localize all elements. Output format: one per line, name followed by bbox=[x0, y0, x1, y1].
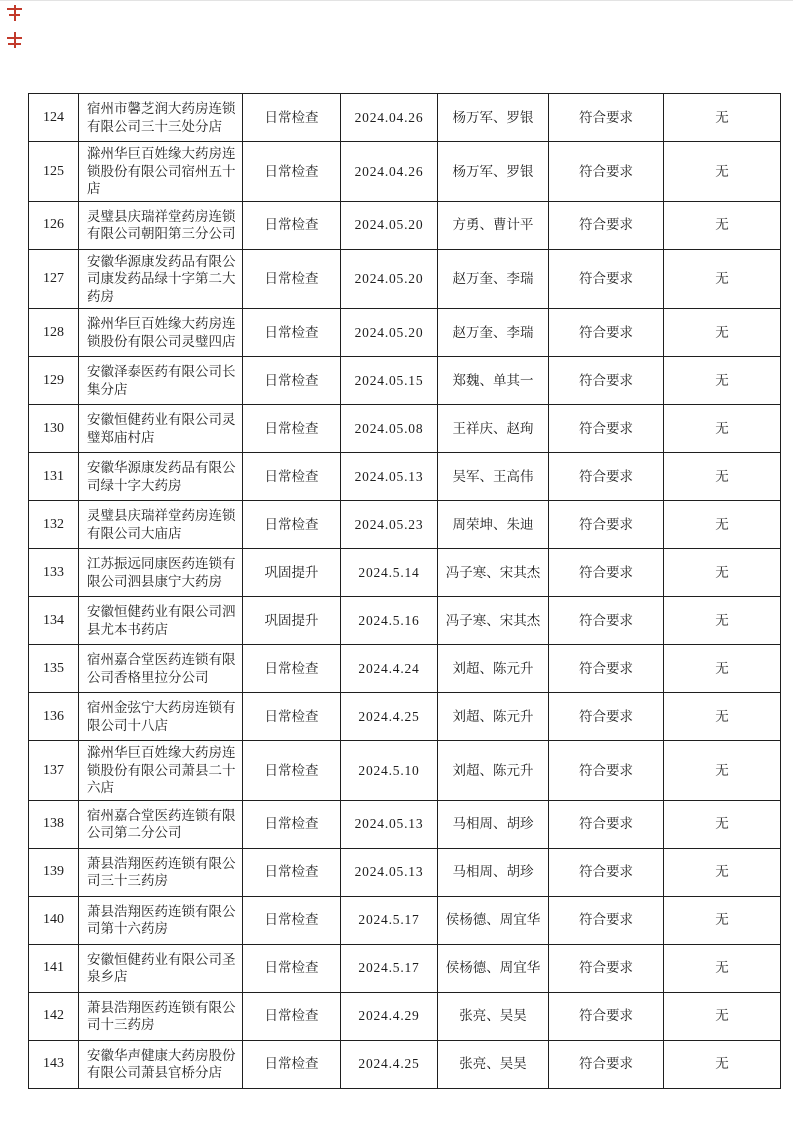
remark-cell: 无 bbox=[664, 142, 781, 202]
inspectors-cell: 杨万军、罗银 bbox=[438, 94, 549, 142]
row-number-cell: 128 bbox=[29, 309, 79, 357]
inspectors-cell: 刘超、陈元升 bbox=[438, 645, 549, 693]
inspectors-cell: 杨万军、罗银 bbox=[438, 142, 549, 202]
table-row bbox=[29, 992, 781, 1040]
remark-cell: 无 bbox=[664, 1040, 781, 1088]
company-name-cell: 萧县浩翔医药连锁有限公司十三药房 bbox=[79, 992, 243, 1040]
result-cell: 符合要求 bbox=[549, 501, 664, 549]
inspectors-cell: 张亮、吴昊 bbox=[438, 992, 549, 1040]
inspectors-cell: 郑魏、单其一 bbox=[438, 357, 549, 405]
remark-cell: 无 bbox=[664, 549, 781, 597]
inspection-date-cell: 2024.05.13 bbox=[341, 453, 438, 501]
inspection-date-cell: 2024.05.08 bbox=[341, 405, 438, 453]
row-number-cell: 134 bbox=[29, 597, 79, 645]
company-name-cell: 安徽恒健药业有限公司灵璧郑庙村店 bbox=[79, 405, 243, 453]
result-cell: 符合要求 bbox=[549, 549, 664, 597]
inspection-type-cell: 日常检查 bbox=[243, 896, 341, 944]
page-top-edge bbox=[0, 0, 793, 1]
table-row bbox=[29, 549, 781, 597]
inspection-type-cell: 巩固提升 bbox=[243, 597, 341, 645]
table-row bbox=[29, 944, 781, 992]
row-number-cell: 135 bbox=[29, 645, 79, 693]
inspectors-cell: 马相周、胡珍 bbox=[438, 800, 549, 848]
row-number-cell: 132 bbox=[29, 501, 79, 549]
result-cell: 符合要求 bbox=[549, 848, 664, 896]
company-name-cell: 宿州金弦宁大药房连锁有限公司十八店 bbox=[79, 693, 243, 741]
inspection-type-cell: 日常检查 bbox=[243, 1040, 341, 1088]
table-row bbox=[29, 645, 781, 693]
company-name-cell: 安徽华声健康大药房股份有限公司萧县官桥分店 bbox=[79, 1040, 243, 1088]
row-number-cell: 127 bbox=[29, 249, 79, 309]
company-name-cell: 滁州华巨百姓缘大药房连锁股份有限公司宿州五十店 bbox=[79, 142, 243, 202]
inspection-type-cell: 日常检查 bbox=[243, 309, 341, 357]
remark-cell: 无 bbox=[664, 645, 781, 693]
inspectors-cell: 赵万奎、李瑞 bbox=[438, 309, 549, 357]
remark-cell: 无 bbox=[664, 94, 781, 142]
remark-cell: 无 bbox=[664, 357, 781, 405]
inspection-date-cell: 2024.5.16 bbox=[341, 597, 438, 645]
company-name-cell: 安徽恒健药业有限公司泗县尤本书药店 bbox=[79, 597, 243, 645]
inspection-date-cell: 2024.05.13 bbox=[341, 848, 438, 896]
company-name-cell: 滁州华巨百姓缘大药房连锁股份有限公司灵璧四店 bbox=[79, 309, 243, 357]
result-cell: 符合要求 bbox=[549, 645, 664, 693]
inspection-date-cell: 2024.05.20 bbox=[341, 249, 438, 309]
inspection-date-cell: 2024.4.25 bbox=[341, 693, 438, 741]
row-number-cell: 137 bbox=[29, 741, 79, 801]
table-row bbox=[29, 800, 781, 848]
company-name-cell: 安徽华源康发药品有限公司康发药品绿十字第二大药房 bbox=[79, 249, 243, 309]
result-cell: 符合要求 bbox=[549, 800, 664, 848]
remark-cell: 无 bbox=[664, 800, 781, 848]
inspectors-cell: 侯杨德、周宜华 bbox=[438, 896, 549, 944]
inspection-date-cell: 2024.5.17 bbox=[341, 896, 438, 944]
remark-cell: 无 bbox=[664, 249, 781, 309]
inspection-type-cell: 日常检查 bbox=[243, 848, 341, 896]
inspection-type-cell: 日常检查 bbox=[243, 645, 341, 693]
inspection-type-cell: 日常检查 bbox=[243, 501, 341, 549]
inspection-type-cell: 日常检查 bbox=[243, 800, 341, 848]
company-name-cell: 萧县浩翔医药连锁有限公司三十三药房 bbox=[79, 848, 243, 896]
table-row bbox=[29, 94, 781, 142]
company-name-cell: 滁州华巨百姓缘大药房连锁股份有限公司萧县二十六店 bbox=[79, 741, 243, 801]
remark-cell: 无 bbox=[664, 693, 781, 741]
remark-cell: 无 bbox=[664, 309, 781, 357]
inspection-type-cell: 日常检查 bbox=[243, 405, 341, 453]
inspection-type-cell: 日常检查 bbox=[243, 94, 341, 142]
result-cell: 符合要求 bbox=[549, 597, 664, 645]
table-row bbox=[29, 249, 781, 309]
row-number-cell: 124 bbox=[29, 94, 79, 142]
inspection-type-cell: 日常检查 bbox=[243, 944, 341, 992]
inspection-type-cell: 日常检查 bbox=[243, 453, 341, 501]
result-cell: 符合要求 bbox=[549, 896, 664, 944]
inspection-records-table bbox=[28, 93, 781, 1089]
table-row bbox=[29, 597, 781, 645]
inspection-date-cell: 2024.04.26 bbox=[341, 94, 438, 142]
company-name-cell: 宿州嘉合堂医药连锁有限公司第二分公司 bbox=[79, 800, 243, 848]
remark-cell: 无 bbox=[664, 741, 781, 801]
inspectors-cell: 马相周、胡珍 bbox=[438, 848, 549, 896]
row-number-cell: 126 bbox=[29, 201, 79, 249]
inspection-date-cell: 2024.04.26 bbox=[341, 142, 438, 202]
row-number-cell: 141 bbox=[29, 944, 79, 992]
result-cell: 符合要求 bbox=[549, 693, 664, 741]
inspection-date-cell: 2024.05.15 bbox=[341, 357, 438, 405]
inspection-type-cell: 日常检查 bbox=[243, 201, 341, 249]
inspection-type-cell: 日常检查 bbox=[243, 992, 341, 1040]
company-name-cell: 安徽泽泰医药有限公司长集分店 bbox=[79, 357, 243, 405]
inspectors-cell: 刘超、陈元升 bbox=[438, 741, 549, 801]
seal-fragment-icon bbox=[7, 32, 22, 48]
remark-cell: 无 bbox=[664, 896, 781, 944]
result-cell: 符合要求 bbox=[549, 1040, 664, 1088]
result-cell: 符合要求 bbox=[549, 357, 664, 405]
table-row bbox=[29, 848, 781, 896]
table-row bbox=[29, 405, 781, 453]
company-name-cell: 安徽华源康发药品有限公司绿十字大药房 bbox=[79, 453, 243, 501]
inspection-date-cell: 2024.4.24 bbox=[341, 645, 438, 693]
inspection-date-cell: 2024.05.13 bbox=[341, 800, 438, 848]
row-number-cell: 139 bbox=[29, 848, 79, 896]
table-row bbox=[29, 309, 781, 357]
inspectors-cell: 侯杨德、周宜华 bbox=[438, 944, 549, 992]
remark-cell: 无 bbox=[664, 201, 781, 249]
result-cell: 符合要求 bbox=[549, 992, 664, 1040]
row-number-cell: 130 bbox=[29, 405, 79, 453]
inspection-type-cell: 日常检查 bbox=[243, 693, 341, 741]
remark-cell: 无 bbox=[664, 944, 781, 992]
inspection-date-cell: 2024.5.17 bbox=[341, 944, 438, 992]
inspectors-cell: 周荣坤、朱迪 bbox=[438, 501, 549, 549]
remark-cell: 无 bbox=[664, 453, 781, 501]
inspectors-cell: 赵万奎、李瑞 bbox=[438, 249, 549, 309]
table-row bbox=[29, 142, 781, 202]
row-number-cell: 142 bbox=[29, 992, 79, 1040]
remark-cell: 无 bbox=[664, 597, 781, 645]
result-cell: 符合要求 bbox=[549, 741, 664, 801]
inspectors-cell: 吴军、王高伟 bbox=[438, 453, 549, 501]
table-row bbox=[29, 453, 781, 501]
inspection-type-cell: 日常检查 bbox=[243, 142, 341, 202]
remark-cell: 无 bbox=[664, 501, 781, 549]
table-row bbox=[29, 741, 781, 801]
row-number-cell: 138 bbox=[29, 800, 79, 848]
company-name-cell: 灵璧县庆瑞祥堂药房连锁有限公司朝阳第三分公司 bbox=[79, 201, 243, 249]
company-name-cell: 萧县浩翔医药连锁有限公司第十六药房 bbox=[79, 896, 243, 944]
table-row bbox=[29, 501, 781, 549]
table-row bbox=[29, 1040, 781, 1088]
table-row bbox=[29, 693, 781, 741]
inspectors-cell: 冯子寒、宋其杰 bbox=[438, 597, 549, 645]
result-cell: 符合要求 bbox=[549, 309, 664, 357]
inspection-date-cell: 2024.4.29 bbox=[341, 992, 438, 1040]
inspection-date-cell: 2024.5.14 bbox=[341, 549, 438, 597]
table-row bbox=[29, 357, 781, 405]
result-cell: 符合要求 bbox=[549, 201, 664, 249]
seal-fragment-icon bbox=[7, 5, 22, 21]
table-body bbox=[29, 94, 781, 1089]
table-row bbox=[29, 201, 781, 249]
result-cell: 符合要求 bbox=[549, 944, 664, 992]
table-row bbox=[29, 896, 781, 944]
row-number-cell: 136 bbox=[29, 693, 79, 741]
inspection-date-cell: 2024.5.10 bbox=[341, 741, 438, 801]
result-cell: 符合要求 bbox=[549, 249, 664, 309]
inspection-type-cell: 日常检查 bbox=[243, 249, 341, 309]
inspectors-cell: 冯子寒、宋其杰 bbox=[438, 549, 549, 597]
company-name-cell: 宿州嘉合堂医药连锁有限公司香格里拉分公司 bbox=[79, 645, 243, 693]
inspection-date-cell: 2024.05.20 bbox=[341, 201, 438, 249]
row-number-cell: 140 bbox=[29, 896, 79, 944]
inspectors-cell: 张亮、吴昊 bbox=[438, 1040, 549, 1088]
result-cell: 符合要求 bbox=[549, 142, 664, 202]
remark-cell: 无 bbox=[664, 992, 781, 1040]
row-number-cell: 133 bbox=[29, 549, 79, 597]
result-cell: 符合要求 bbox=[549, 94, 664, 142]
company-name-cell: 江苏振远同康医药连锁有限公司泗县康宁大药房 bbox=[79, 549, 243, 597]
inspection-type-cell: 巩固提升 bbox=[243, 549, 341, 597]
row-number-cell: 125 bbox=[29, 142, 79, 202]
result-cell: 符合要求 bbox=[549, 453, 664, 501]
inspectors-cell: 刘超、陈元升 bbox=[438, 693, 549, 741]
company-name-cell: 灵璧县庆瑞祥堂药房连锁有限公司大庙店 bbox=[79, 501, 243, 549]
row-number-cell: 143 bbox=[29, 1040, 79, 1088]
row-number-cell: 131 bbox=[29, 453, 79, 501]
inspectors-cell: 方勇、曹计平 bbox=[438, 201, 549, 249]
company-name-cell: 安徽恒健药业有限公司圣泉乡店 bbox=[79, 944, 243, 992]
inspection-type-cell: 日常检查 bbox=[243, 357, 341, 405]
remark-cell: 无 bbox=[664, 405, 781, 453]
row-number-cell: 129 bbox=[29, 357, 79, 405]
inspection-date-cell: 2024.05.23 bbox=[341, 501, 438, 549]
company-name-cell: 宿州市馨芝润大药房连锁有限公司三十三处分店 bbox=[79, 94, 243, 142]
inspection-date-cell: 2024.4.25 bbox=[341, 1040, 438, 1088]
remark-cell: 无 bbox=[664, 848, 781, 896]
inspectors-cell: 王祥庆、赵珣 bbox=[438, 405, 549, 453]
inspection-date-cell: 2024.05.20 bbox=[341, 309, 438, 357]
inspection-type-cell: 日常检查 bbox=[243, 741, 341, 801]
result-cell: 符合要求 bbox=[549, 405, 664, 453]
